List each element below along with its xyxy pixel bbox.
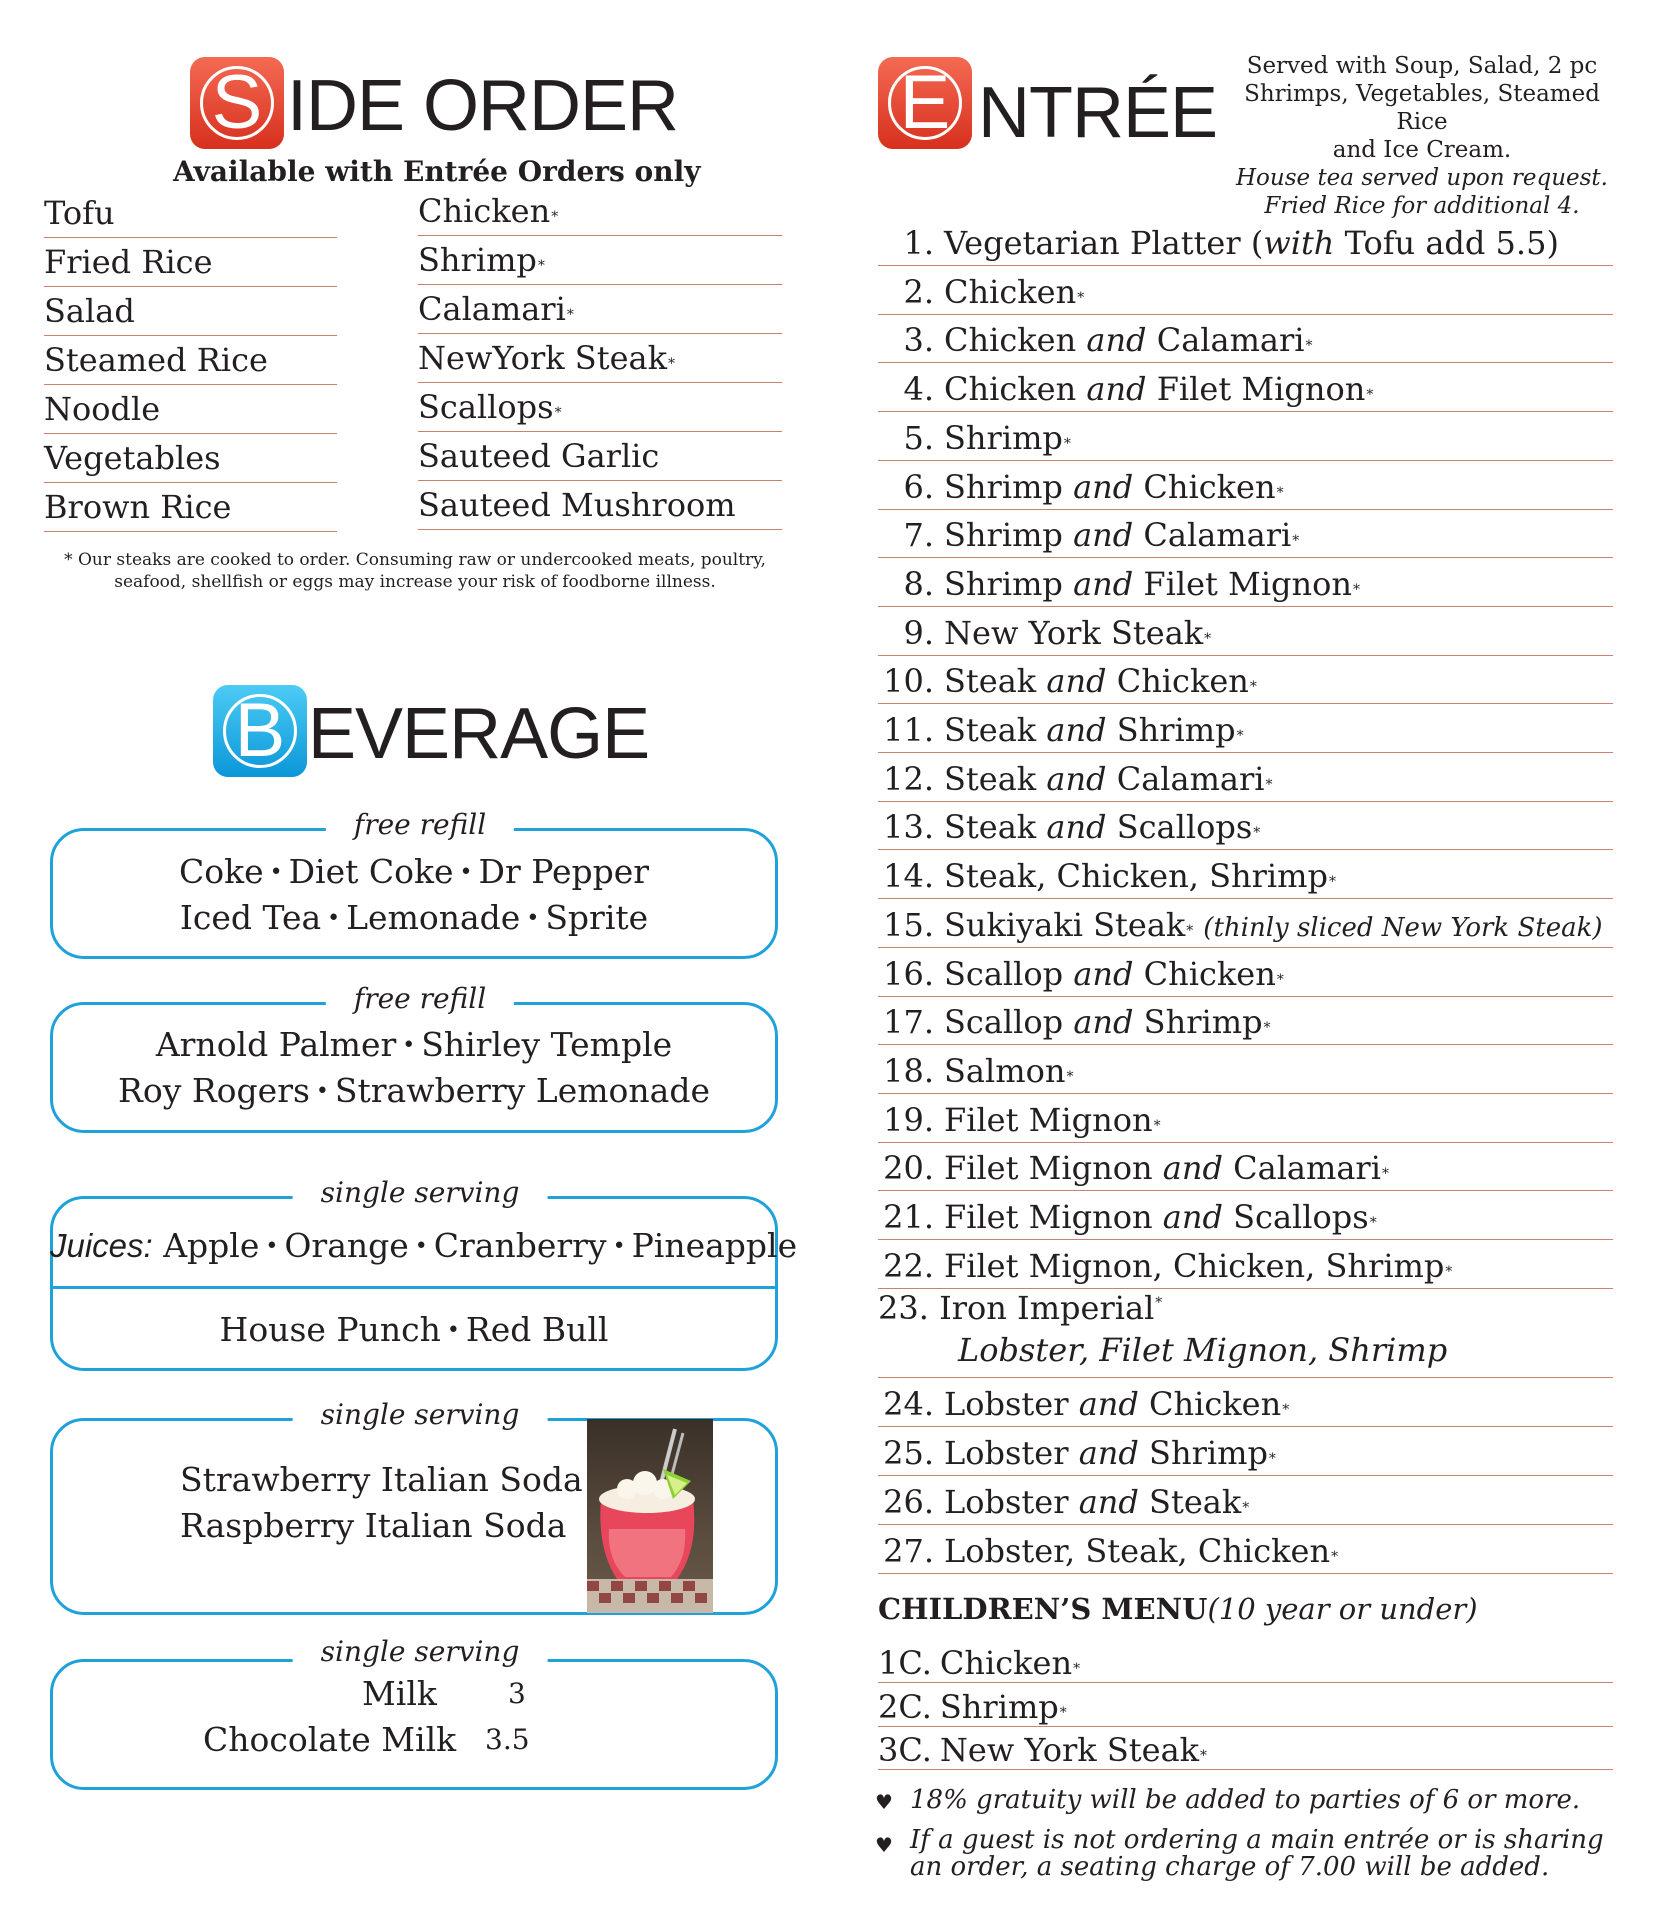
entree-number: 1. [903, 224, 934, 262]
entree-name: Scallop [944, 1003, 1074, 1042]
side-item-label: Salad [44, 292, 135, 330]
entree-name-rest: Scallops [1222, 1198, 1369, 1236]
heart-icon: ♥ [875, 1790, 893, 1814]
served-line4: House tea served upon request. [1236, 165, 1608, 191]
side-item-label: Scallops [418, 388, 554, 426]
entree-and: and [1046, 808, 1107, 847]
entree-row-21 [878, 1191, 1613, 1240]
side-item [418, 383, 782, 432]
side-item-label: Vegetables [44, 439, 221, 477]
entree-name: Shrimp [944, 516, 1074, 555]
entree-row-17 [878, 996, 1613, 1045]
entree-name: Steak [944, 808, 1047, 847]
entree-and: and [1073, 954, 1134, 993]
entree-number: 11. [883, 711, 934, 749]
separator-dot: • [269, 860, 283, 885]
children-menu-title: CHILDREN’S MENU [878, 1592, 1208, 1626]
side-item [418, 236, 782, 285]
entree-served-with [1222, 52, 1622, 220]
side-order-title: IDE ORDER [287, 66, 679, 146]
entree-number: 9. [903, 613, 934, 652]
separator-dot: • [446, 1318, 460, 1343]
side-item [44, 287, 337, 336]
entree-number: 23. [878, 1289, 929, 1327]
entree-and: and [1073, 516, 1134, 555]
separator-dot: • [402, 1033, 416, 1058]
star-marker: * [1073, 1661, 1081, 1677]
side-item-label: NewYork Steak [418, 339, 667, 377]
children-name: New York Steak [939, 1731, 1200, 1769]
beverage-badge-letter: B [234, 688, 286, 773]
entree-name-rest: Scallops [1106, 808, 1253, 847]
drink-red-bull: Red Bull [465, 1310, 609, 1349]
entree-row-3 [878, 314, 1613, 363]
entree-row-1 [878, 217, 1613, 266]
seating-note-line2: an order, a seating charge of 7.00 will be added. [910, 1852, 1550, 1882]
entree-and: and [1046, 662, 1107, 701]
side-item [44, 336, 337, 385]
side-item [44, 483, 337, 532]
entree-row-23 [878, 1283, 1613, 1378]
entree-and: and [1046, 759, 1107, 798]
entree-number: 22. [883, 1246, 934, 1285]
side-item [418, 334, 782, 383]
entree-name: Steak [944, 662, 1047, 701]
entree-name-rest: Steak [1138, 1483, 1242, 1521]
entree-and: and [1078, 1483, 1139, 1521]
star-marker: * [1331, 1549, 1339, 1565]
star-marker: * [1236, 728, 1244, 744]
entree-name: Steak [944, 759, 1047, 798]
entree-name-rest: Calamari [1133, 516, 1292, 555]
separator-dot: • [526, 906, 540, 931]
drink-lemonade: Lemonade [346, 898, 521, 937]
entree-name-rest: Calamari [1222, 1149, 1381, 1188]
entree-number: 3. [903, 321, 934, 360]
drink-arnold-palmer: Arnold Palmer [155, 1025, 397, 1064]
entree-row-22 [878, 1240, 1613, 1289]
entree-name: Vegetarian Platter ( [944, 224, 1264, 262]
entree-row-11 [878, 704, 1613, 753]
entree-row-24 [878, 1378, 1613, 1427]
star-marker: * [1268, 1451, 1276, 1467]
drink-diet-coke: Diet Coke [288, 852, 454, 891]
beverage-box4-label: single serving [293, 1398, 548, 1431]
entree-row-2 [878, 266, 1613, 315]
entree-row-12 [878, 753, 1613, 802]
entree-name: Lobster, Steak, Chicken [944, 1532, 1331, 1570]
children-menu-heading [878, 1592, 1478, 1626]
entree-number: 17. [883, 1003, 934, 1042]
entree-number: 13. [883, 808, 934, 847]
star-marker: * [551, 209, 559, 225]
seating-note [910, 1827, 1604, 1881]
entree-number: 20. [883, 1149, 934, 1188]
juice-orange: Orange [284, 1226, 409, 1265]
side-item-label: Tofu [44, 194, 115, 232]
entree-name: Shrimp [944, 467, 1074, 506]
entree-and: and [1073, 467, 1134, 506]
entree-23-sub: Lobster, Filet Mignon, Shrimp [958, 1331, 1448, 1369]
entree-number: 7. [903, 516, 934, 555]
juice-cranberry: Cranberry [433, 1226, 607, 1265]
beverage-box1-line1 [50, 852, 778, 891]
juice-pineapple: Pineapple [631, 1226, 798, 1265]
served-line3: and Ice Cream. [1332, 137, 1512, 163]
milk-label: Milk [362, 1674, 437, 1713]
beverage-box3-line2 [50, 1310, 778, 1349]
entree-number: 2. [903, 272, 934, 311]
side-order-subtitle: Available with Entrée Orders only [173, 155, 701, 188]
side-item [44, 385, 337, 434]
side-item-label: Chicken [418, 192, 551, 230]
drink-house-punch: House Punch [219, 1310, 441, 1349]
beverage-box1-label: free refill [326, 808, 514, 841]
star-marker: * [1204, 630, 1212, 647]
entree-name: Shrimp [944, 418, 1063, 457]
separator-dot: • [327, 906, 341, 931]
star-marker: * [1369, 1215, 1377, 1231]
star-marker: * [1292, 533, 1300, 550]
side-item-label: Shrimp [418, 241, 537, 279]
children-row [878, 1640, 1613, 1683]
entree-row-10 [878, 655, 1613, 704]
star-marker: * [1186, 922, 1194, 939]
entree-badge [878, 57, 972, 149]
side-item-label: Calamari [418, 290, 566, 328]
star-marker: * [1328, 874, 1336, 891]
entree-number: 8. [903, 564, 934, 603]
beverage-box2-line1 [50, 1025, 778, 1064]
star-marker: * [1381, 1166, 1389, 1183]
entree-row-27 [878, 1525, 1613, 1574]
entree-name-rest: Chicken [1138, 1385, 1282, 1423]
entree-row-16 [878, 948, 1613, 997]
beverage-box3-divider [52, 1286, 776, 1289]
entree-number: 18. [883, 1051, 934, 1090]
star-marker: * [1305, 338, 1313, 355]
entree-name: Filet Mignon [944, 1100, 1153, 1139]
entree-name: Lobster [944, 1385, 1079, 1423]
entree-name: Scallop [944, 954, 1074, 993]
entree-number: 21. [883, 1198, 934, 1236]
star-marker: * [1445, 1263, 1453, 1280]
entree-and: and [1073, 1003, 1134, 1042]
separator-dot: • [459, 860, 473, 885]
side-item-label: Sauteed Mushroom [418, 486, 736, 524]
entree-and: and [1078, 1434, 1139, 1472]
entree-number: 25. [883, 1434, 934, 1472]
side-item-label: Sauteed Garlic [418, 437, 660, 475]
entree-and: and [1162, 1149, 1223, 1188]
star-marker: * [1282, 1402, 1290, 1418]
entree-number: 16. [883, 954, 934, 993]
entree-and: and [1046, 711, 1107, 749]
entree-and: and [1073, 564, 1134, 603]
entree-and: and [1086, 321, 1147, 360]
entree-name-rest: Tofu add 5.5) [1334, 224, 1559, 262]
drink-coke: Coke [178, 852, 264, 891]
chocolate-milk-label: Chocolate Milk [203, 1720, 457, 1759]
entree-name-rest: Chicken [1133, 467, 1276, 506]
italian-soda-line2: Raspberry Italian Soda [180, 1506, 567, 1545]
entree-title: NTRÉE [978, 73, 1218, 153]
star-marker: * [566, 307, 574, 323]
entree-row-25 [878, 1427, 1613, 1476]
entree-row-8 [878, 558, 1613, 607]
star-marker: * [1077, 289, 1085, 306]
separator-dot: • [315, 1079, 329, 1104]
entree-name-rest: Filet Mignon [1146, 370, 1366, 409]
star-marker: * [1249, 679, 1257, 696]
star-marker: * [1059, 1704, 1067, 1721]
entree-name: Steak [944, 711, 1047, 749]
side-order-note [40, 549, 790, 593]
entree-name: Filet Mignon [944, 1198, 1163, 1236]
drink-dr-pepper: Dr Pepper [478, 852, 650, 891]
entree-name: New York Steak [944, 613, 1204, 652]
entree-name: Chicken [944, 321, 1087, 360]
star-marker: * [667, 356, 675, 372]
star-marker: * [1200, 1748, 1208, 1764]
served-line1: Served with Soup, Salad, 2 pc [1246, 53, 1598, 79]
chocolate-milk-price: 3.5 [485, 1723, 530, 1756]
entree-badge-letter: E [899, 60, 951, 145]
drink-sprite: Sprite [545, 898, 649, 937]
entree-number: 5. [903, 418, 934, 457]
beverage-box5-label: single serving [293, 1635, 548, 1668]
side-order-badge [190, 57, 284, 149]
children-number: 1C. [878, 1644, 932, 1682]
entree-number: 26. [883, 1483, 934, 1521]
star-marker: * [1153, 1117, 1161, 1134]
entree-name-rest: Filet Mignon [1133, 564, 1353, 603]
entree-row-15 [878, 899, 1613, 948]
heart-icon: ♥ [875, 1833, 893, 1857]
side-item [418, 432, 782, 481]
beverage-box1-line2 [50, 898, 778, 937]
entree-name: Chicken [944, 272, 1077, 311]
drink-roy-rogers: Roy Rogers [117, 1071, 310, 1110]
entree-note: (thinly sliced New York Steak) [1203, 912, 1603, 943]
entree-row-14 [878, 850, 1613, 899]
entree-name: Filet Mignon [944, 1149, 1163, 1188]
side-item-label: Steamed Rice [44, 341, 268, 379]
beverage-badge [213, 685, 307, 777]
star-marker: * [1253, 825, 1261, 842]
separator-dot: • [612, 1234, 626, 1259]
star-marker: * [1263, 1020, 1271, 1037]
star-marker: * [1265, 776, 1273, 793]
drink-strawberry-lemonade: Strawberry Lemonade [334, 1071, 710, 1110]
side-item-label: Noodle [44, 390, 161, 428]
entree-number: 12. [883, 759, 934, 798]
side-item [44, 238, 337, 287]
beverage-box-free-refill-2 [50, 1002, 778, 1133]
entree-name: Lobster [944, 1434, 1079, 1472]
milk-price: 3 [508, 1677, 526, 1710]
entree-name-rest: Calamari [1106, 759, 1265, 798]
italian-soda-line1: Strawberry Italian Soda [180, 1460, 583, 1499]
entree-name: Chicken [944, 370, 1087, 409]
entree-number: 27. [883, 1532, 934, 1570]
entree-and: with [1263, 224, 1335, 262]
beverage-title: EVERAGE [308, 694, 650, 774]
beverage-box-free-refill-1 [50, 828, 778, 959]
entree-name-rest: Shrimp [1133, 1003, 1263, 1042]
children-number: 3C. [878, 1731, 932, 1769]
children-row [878, 1727, 1613, 1770]
separator-dot: • [414, 1234, 428, 1259]
entree-name-rest: Chicken [1106, 662, 1249, 701]
children-menu-note: (10 year or under) [1207, 1592, 1478, 1626]
served-line2: Shrimps, Vegetables, Steamed Rice [1244, 81, 1600, 135]
beverage-box2-label: free refill [326, 982, 514, 1015]
entree-row-7 [878, 509, 1613, 558]
entree-name-rest: Calamari [1146, 321, 1305, 360]
star-marker: * [1155, 1295, 1163, 1311]
entree-row-20 [878, 1142, 1613, 1191]
entree-row-9 [878, 607, 1613, 656]
italian-soda-photo [587, 1419, 713, 1613]
entree-number: 4. [903, 370, 934, 409]
entree-row-18 [878, 1045, 1613, 1094]
star-marker: * [1276, 484, 1284, 501]
entree-number: 14. [883, 857, 934, 896]
star-marker: * [1066, 1068, 1074, 1085]
side-item [418, 285, 782, 334]
side-item [44, 189, 337, 238]
children-row [878, 1684, 1613, 1727]
entree-number: 24. [883, 1385, 934, 1423]
entree-name: Sukiyaki Steak [944, 905, 1186, 944]
beverage-box3-label: single serving [293, 1176, 548, 1209]
entree-row-13 [878, 801, 1613, 850]
children-number: 2C. [878, 1687, 932, 1726]
entree-and: and [1078, 1385, 1139, 1423]
separator-dot: • [265, 1234, 279, 1259]
entree-name: Lobster [944, 1483, 1079, 1521]
entree-row-6 [878, 461, 1613, 510]
drink-iced-tea: Iced Tea [179, 898, 322, 937]
entree-name-rest: Chicken [1133, 954, 1276, 993]
entree-name-rest: Shrimp [1106, 711, 1236, 749]
juices-prefix: Juices: [50, 1227, 153, 1264]
star-marker: * [537, 258, 545, 274]
star-marker: * [1366, 387, 1374, 404]
entree-name: Iron Imperial [939, 1289, 1155, 1327]
seating-note-line1: If a guest is not ordering a main entrée or is sharing [910, 1825, 1604, 1855]
beverage-box2-line2 [50, 1071, 778, 1110]
side-order-badge-letter: S [211, 60, 263, 145]
star-marker: * [1242, 1500, 1250, 1516]
entree-name: Shrimp [944, 564, 1074, 603]
children-name: Shrimp [939, 1687, 1059, 1726]
star-marker: * [1063, 435, 1071, 452]
entree-name: Steak, Chicken, Shrimp [944, 857, 1328, 896]
star-marker: * [554, 405, 562, 421]
children-name: Chicken [939, 1644, 1073, 1682]
entree-name: Salmon [944, 1051, 1066, 1090]
entree-row-26 [878, 1476, 1613, 1525]
star-marker: * [1276, 971, 1284, 988]
entree-row-5 [878, 412, 1613, 461]
side-item [44, 434, 337, 483]
star-marker: * [1353, 581, 1361, 598]
side-item-label: Fried Rice [44, 243, 213, 281]
entree-name-rest: Shrimp [1138, 1434, 1268, 1472]
side-order-note-line1: * Our steaks are cooked to order. Consuming raw or undercooked meats, poultry, [64, 550, 766, 570]
entree-and: and [1162, 1198, 1223, 1236]
entree-row-4 [878, 363, 1613, 412]
entree-number: 6. [903, 467, 934, 506]
juice-apple: Apple [163, 1226, 260, 1265]
entree-row-19 [878, 1094, 1613, 1143]
entree-name: Filet Mignon, Chicken, Shrimp [944, 1246, 1445, 1285]
side-item [418, 481, 782, 530]
side-order-note-line2: seafood, shellfish or eggs may increase your risk of foodborne illness. [114, 572, 716, 592]
beverage-box3-line1 [50, 1226, 798, 1265]
entree-and: and [1086, 370, 1147, 409]
entree-number: 10. [883, 662, 934, 701]
entree-number: 15. [883, 905, 934, 944]
side-item [418, 187, 782, 236]
entree-number: 19. [883, 1100, 934, 1139]
side-item-label: Brown Rice [44, 488, 232, 526]
drink-shirley-temple: Shirley Temple [421, 1025, 673, 1064]
served-line5: Fried Rice for additional 4. [1264, 193, 1580, 219]
gratuity-note: 18% gratuity will be added to parties of 6 or more. [910, 1785, 1581, 1815]
